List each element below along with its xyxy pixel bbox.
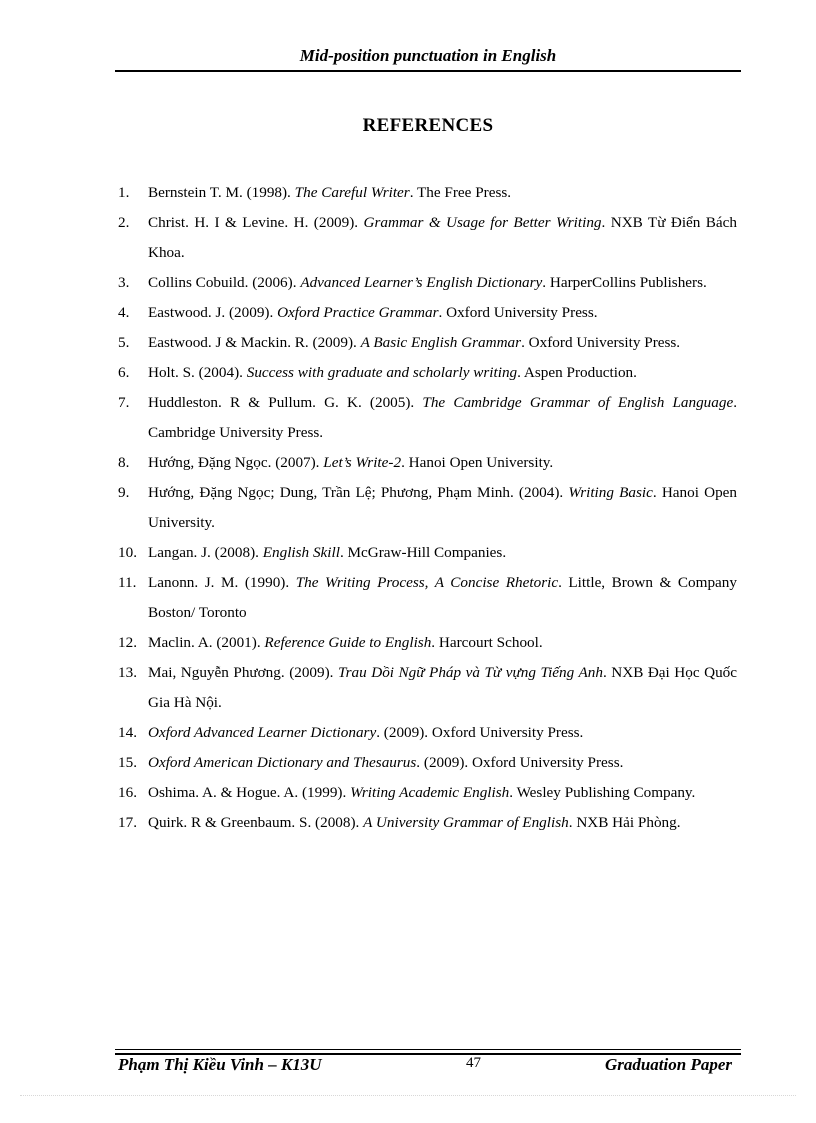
reference-title: A University Grammar of English: [363, 814, 569, 831]
reference-number: 1.: [118, 184, 130, 201]
reference-number: 14.: [118, 724, 137, 741]
reference-title: Trau Dồi Ngữ Pháp và Từ vựng Tiếng Anh: [338, 664, 603, 681]
reference-number: 16.: [118, 784, 137, 801]
reference-authors: Huddleston. R & Pullum. G. K. (2005).: [148, 394, 423, 411]
reference-authors: Mai, Nguyễn Phương. (2009).: [148, 664, 338, 681]
reference-title: Advanced Learner’s English Dictionary: [300, 274, 543, 291]
reference-item: [118, 358, 737, 388]
reference-number: 9.: [118, 484, 130, 501]
reference-title: Oxford American Dictionary and Thesaurus: [148, 754, 417, 771]
reference-item: [118, 748, 737, 778]
reference-item: [118, 478, 737, 538]
reference-number: 7.: [118, 394, 130, 411]
reference-title: Success with graduate and scholarly writing: [246, 364, 518, 381]
page-title: REFERENCES: [362, 115, 494, 136]
reference-authors: Holt. S. (2004).: [148, 364, 247, 381]
reference-authors: Eastwood. J & Mackin. R. (2009).: [148, 334, 361, 351]
reference-publisher: . Hanoi Open University.: [148, 484, 738, 531]
reference-publisher: . (2009). Oxford University Press.: [416, 754, 624, 771]
reference-authors: Christ. H. I & Levine. H. (2009).: [148, 214, 364, 231]
reference-item: [118, 208, 737, 268]
reference-authors: Hướng, Đặng Ngọc. (2007).: [148, 454, 324, 471]
reference-number: 17.: [118, 814, 137, 831]
reference-item: [118, 448, 737, 478]
footer-label: Graduation Paper: [604, 1055, 732, 1074]
reference-item: [118, 388, 737, 448]
reference-number: 13.: [118, 664, 137, 681]
reference-number: 8.: [118, 454, 130, 471]
reference-publisher: . Oxford University Press.: [438, 304, 598, 321]
reference-title: Oxford Practice Grammar: [277, 304, 439, 321]
footer-divider-top: [115, 1049, 741, 1050]
reference-title: The Cambridge Grammar of English Language: [422, 394, 734, 411]
reference-item: [118, 178, 737, 208]
reference-title: Writing Academic English: [350, 784, 510, 801]
reference-item: [118, 538, 737, 568]
reference-title: Writing Basic: [568, 484, 653, 501]
reference-publisher: . Oxford University Press.: [521, 334, 681, 351]
reference-title: Reference Guide to English: [264, 634, 432, 651]
reference-number: 3.: [118, 274, 130, 291]
page-footer: [118, 1055, 732, 1077]
reference-number: 15.: [118, 754, 137, 771]
reference-publisher: . Little, Brown & Company Boston/ Toronto: [148, 574, 737, 621]
reference-number: 10.: [118, 544, 137, 561]
header-divider: [115, 70, 741, 72]
reference-authors: Oshima. A. & Hogue. A. (1999).: [148, 784, 351, 801]
page-number: 47: [466, 1055, 481, 1071]
reference-title: Let’s Write-2: [323, 454, 402, 471]
reference-title: The Writing Process, A Concise Rhetoric: [295, 574, 559, 591]
reference-publisher: . Aspen Production.: [517, 364, 637, 381]
reference-authors: Lanonn. J. M. (1990).: [148, 574, 296, 591]
reference-number: 11.: [118, 574, 137, 591]
footer-author: Phạm Thị Kiều Vinh – K13U: [118, 1055, 322, 1074]
reference-number: 5.: [118, 334, 130, 351]
reference-item: [118, 328, 737, 358]
reference-item: [118, 568, 737, 628]
reference-publisher: . Harcourt School.: [431, 634, 543, 651]
reference-item: [118, 718, 737, 748]
reference-authors: Maclin. A. (2001).: [148, 634, 265, 651]
reference-title: Oxford Advanced Learner Dictionary: [148, 724, 377, 741]
reference-publisher: . Cambridge University Press.: [148, 394, 737, 441]
reference-publisher: . The Free Press.: [409, 184, 512, 201]
reference-title: The Careful Writer: [294, 184, 410, 201]
reference-authors: Bernstein T. M. (1998).: [148, 184, 295, 201]
reference-list: [118, 178, 737, 838]
reference-publisher: . (2009). Oxford University Press.: [376, 724, 584, 741]
reference-number: 6.: [118, 364, 130, 381]
reference-item: [118, 658, 737, 718]
reference-authors: Langan. J. (2008).: [148, 544, 263, 561]
reference-title: Grammar & Usage for Better Writing: [363, 214, 602, 231]
reference-item: [118, 808, 737, 838]
reference-publisher: . NXB Hải Phòng.: [568, 814, 681, 831]
reference-authors: Eastwood. J. (2009).: [148, 304, 278, 321]
reference-item: [118, 778, 737, 808]
reference-title: A Basic English Grammar: [360, 334, 522, 351]
reference-number: 12.: [118, 634, 137, 651]
reference-authors: Collins Cobuild. (2006).: [148, 274, 301, 291]
reference-title: English Skill: [262, 544, 340, 561]
reference-item: [118, 628, 737, 658]
running-header: Mid-position punctuation in English: [299, 46, 557, 65]
reference-publisher: . NXB Từ Điển Bách Khoa.: [148, 214, 738, 261]
reference-item: [118, 268, 737, 298]
reference-publisher: . McGraw-Hill Companies.: [339, 544, 507, 561]
reference-authors: Hướng, Đặng Ngọc; Dung, Trần Lệ; Phương, Phạm Minh. (2004).: [148, 484, 569, 501]
reference-item: [118, 298, 737, 328]
reference-authors: Quirk. R & Greenbaum. S. (2008).: [148, 814, 364, 831]
reference-publisher: . Hanoi Open University.: [401, 454, 554, 471]
reference-publisher: . Wesley Publishing Company.: [509, 784, 696, 801]
reference-number: 2.: [118, 214, 130, 231]
reference-publisher: . NXB Đại Học Quốc Gia Hà Nội.: [148, 664, 738, 711]
page-edge-divider: [20, 1095, 796, 1096]
reference-number: 4.: [118, 304, 130, 321]
reference-publisher: . HarperCollins Publishers.: [542, 274, 707, 291]
